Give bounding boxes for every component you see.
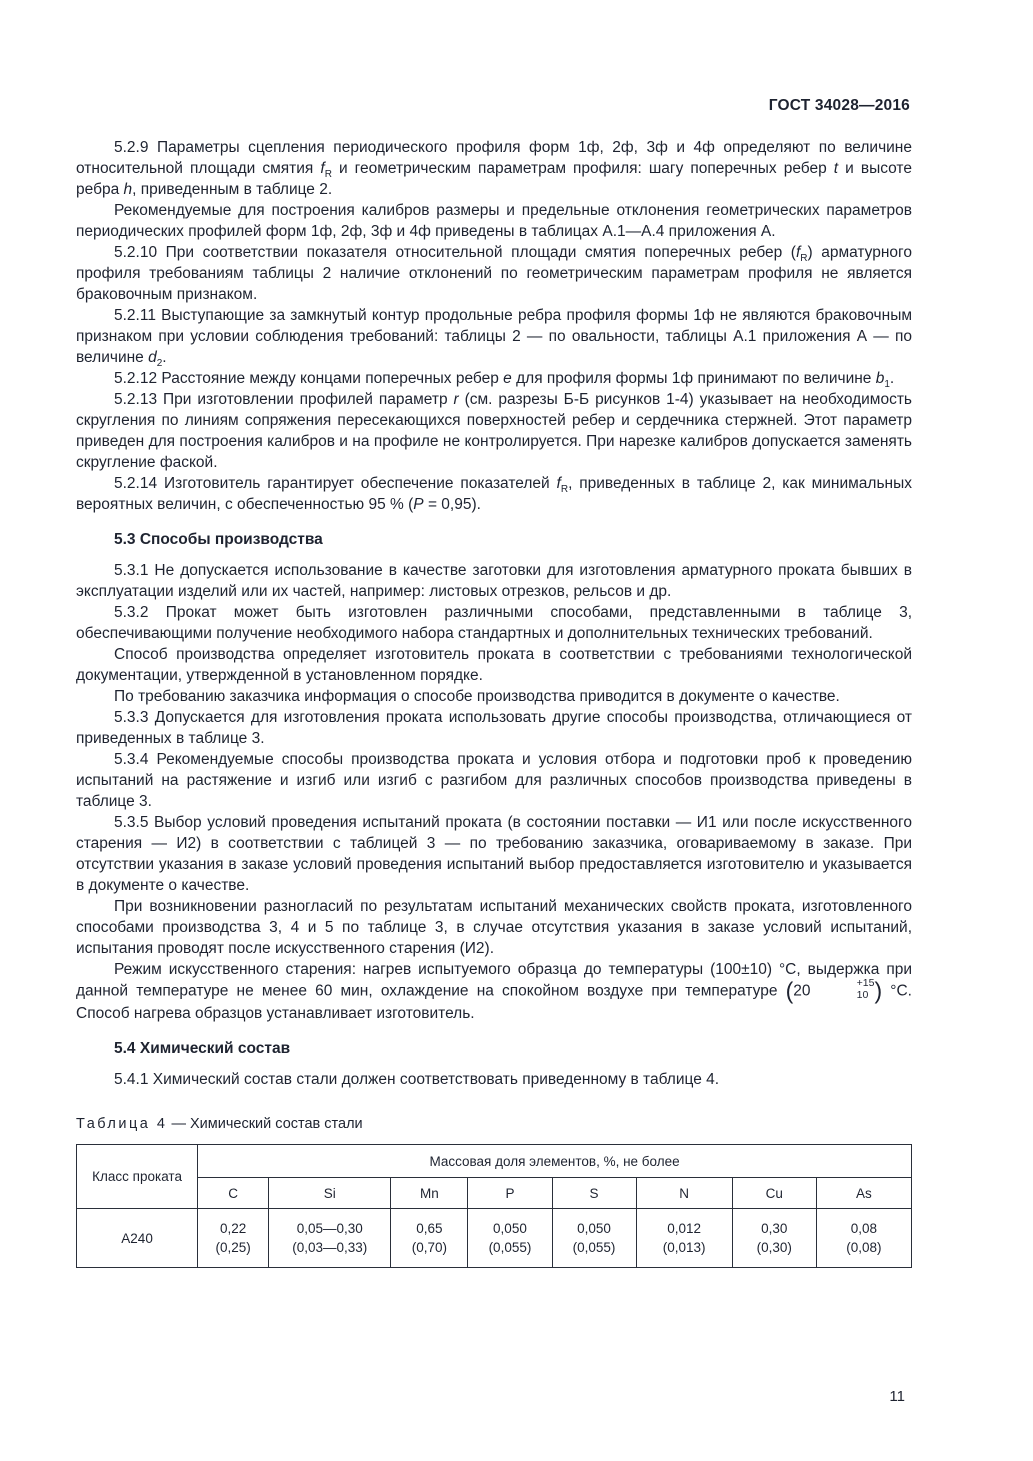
paragraph: 5.2.11 Выступающие за замкнутый контур продольные ребра профиля формы 1ф не являются браковочным признаком при условии соблюдения требований: таблицы 2 — по овальности, таблицы А.1 приложения А — по величине $d_2$. xyxy=(76,307,912,370)
page-number: 11 xyxy=(889,1388,905,1405)
paragraph: 5.3.1 Не допускается использование в качестве заготовки для изготовления арматурного проката бывших в эксплуатации изделий или их частей, например: листовых отрезков, рельсов и др. xyxy=(76,562,912,600)
grade-cell: А240 xyxy=(77,1209,198,1268)
section-heading: 5.3 Способы производства xyxy=(114,531,323,548)
section-heading: 5.4 Химический состав xyxy=(114,1040,291,1058)
element-header: As xyxy=(816,1178,911,1209)
mass-fraction-group-header: Массовая доля элементов, %, не более xyxy=(198,1145,912,1178)
paragraph: 5.2.14 Изготовитель гарантирует обеспечение показателей $f_R$, приведенных в таблице 2, как минимальных вероятных величин, с обеспеченностью 95 % (P = 0,95). xyxy=(76,475,912,513)
paragraph: 5.4.1 Химический состав стали должен соответствовать приведенному в таблице 4. xyxy=(114,1071,720,1089)
paragraph: 5.3.3 Допускается для изготовления проката использовать другие способы производства, отличающиеся от приведенных в таблице 3. xyxy=(76,709,912,747)
paragraph: Режим искусственного старения: нагрев испытуемого образца до температуры (100±10) °С, выдержка при данной температуре не менее 60 мин, охлаждение на спокойном воздухе при температуре (20 +15 10 ) °С. Способ нагрева образцов устанавливает изготовитель. xyxy=(76,961,912,1023)
paragraph: 5.2.12 Расстояние между концами поперечных ребер е для профиля формы 1ф принимают по величине $b_1$. xyxy=(114,370,895,391)
tolerance-stack: +15 10 xyxy=(856,977,875,1001)
value-cell: 0,08 (0,08) xyxy=(816,1209,911,1268)
paragraph: При возникновении разногласий по результатам испытаний механических свойств проката, изготовленного способами производства 3, 4 и 5 по таблице 3, в случае отсутствия указания в заказе условий испытаний, испытания проводят после искусственного старения (И2). xyxy=(76,898,912,957)
paragraph: 5.2.13 При изготовлении профилей параметр r (см. разрезы Б-Б рисунков 1-4) указывает на необходимость скругления по линиям сопряжения пересекающихся поверхностей ребер и сердечника стержней. Этот параметр приведен для построения калибров и на профиле не контролируется. При нарезке калибров допускается заменять скругление фаской. xyxy=(76,391,912,471)
paragraph: 5.2.10 При соответствии показателя относительной площади смятия поперечных ребер $(f_R)$ арматурного профиля требованиям таблицы 2 наличие отклонений по геометрическим параметрам профиля не является браковочным признаком. xyxy=(76,244,912,303)
chem-table-body xyxy=(77,1209,912,1268)
element-header-row xyxy=(77,1178,912,1209)
value-cell: 0,65 (0,70) xyxy=(391,1209,468,1268)
element-header: Mn xyxy=(391,1178,468,1209)
chemical-composition-table xyxy=(76,1144,912,1268)
table-caption xyxy=(76,1116,912,1132)
standard-designation: ГОСТ 34028—2016 xyxy=(768,97,910,114)
value-cell: 0,050 (0,055) xyxy=(468,1209,552,1268)
paragraph: 5.3.2 Прокат может быть изготовлен различными способами, представленными в таблице 3, обеспечивающими получение необходимого набора стандартных и дополнительных технических требований. xyxy=(76,604,912,642)
paragraph: 5.3.5 Выбор условий проведения испытаний проката (в состоянии поставки — И1 или после искусственного старения — И2) в соответствии с таблицей 3 — по требованию заказчика, оговариваемому в заказе. При отсутствии указания в заказе условий проведения испытаний выбор предоставляется изготовителю и указывается в документе о качестве. xyxy=(76,814,912,894)
table-row xyxy=(77,1209,912,1268)
element-header: С xyxy=(198,1178,269,1209)
value-cell: 0,30 (0,30) xyxy=(732,1209,816,1268)
paragraph: 5.3.4 Рекомендуемые способы производства проката и условия отбора и подготовки проб к проведению испытаний на растяжение и изгиб или изгиб с разгибом для различных способов производства приведены в таблице 3. xyxy=(76,751,912,810)
document-body xyxy=(76,137,912,1090)
table-caption-label: Таблица 4 xyxy=(76,1116,168,1133)
value-cell: 0,22 (0,25) xyxy=(198,1209,269,1268)
element-header: Cu xyxy=(732,1178,816,1209)
element-header: N xyxy=(636,1178,732,1209)
element-header: P xyxy=(468,1178,552,1209)
paragraph: Рекомендуемые для построения калибров размеры и предельные отклонения геометрических параметров периодических профилей форм 1ф, 2ф, 3ф и 4ф приведены в таблицах А.1—А.4 приложения А. xyxy=(76,202,912,240)
paragraph: 5.2.9 Параметры сцепления периодического профиля форм 1ф, 2ф, 3ф и 4ф определяют по величине относительной площади смятия $f_R$ и геометрическим параметрам профиля: шагу поперечных ребер t и высоте ребра h, приведенным в таблице 2. xyxy=(76,139,912,198)
value-cell: 0,05—0,30 (0,03—0,33) xyxy=(269,1209,391,1268)
paragraph: По требованию заказчика информация о способе производства приводится в документе о качестве. xyxy=(114,688,840,705)
paragraph: Способ производства определяет изготовитель проката в соответствии с требованиями технологической документации, утвержденной в установленном порядке. xyxy=(76,646,912,684)
element-header: Si xyxy=(269,1178,391,1209)
grade-column-header: Класс проката xyxy=(77,1145,198,1209)
document-content xyxy=(76,137,912,1268)
value-cell: 0,012 (0,013) xyxy=(636,1209,732,1268)
table-caption-title: — Химический состав стали xyxy=(167,1116,363,1133)
value-cell: 0,050 (0,055) xyxy=(552,1209,636,1268)
element-header: S xyxy=(552,1178,636,1209)
